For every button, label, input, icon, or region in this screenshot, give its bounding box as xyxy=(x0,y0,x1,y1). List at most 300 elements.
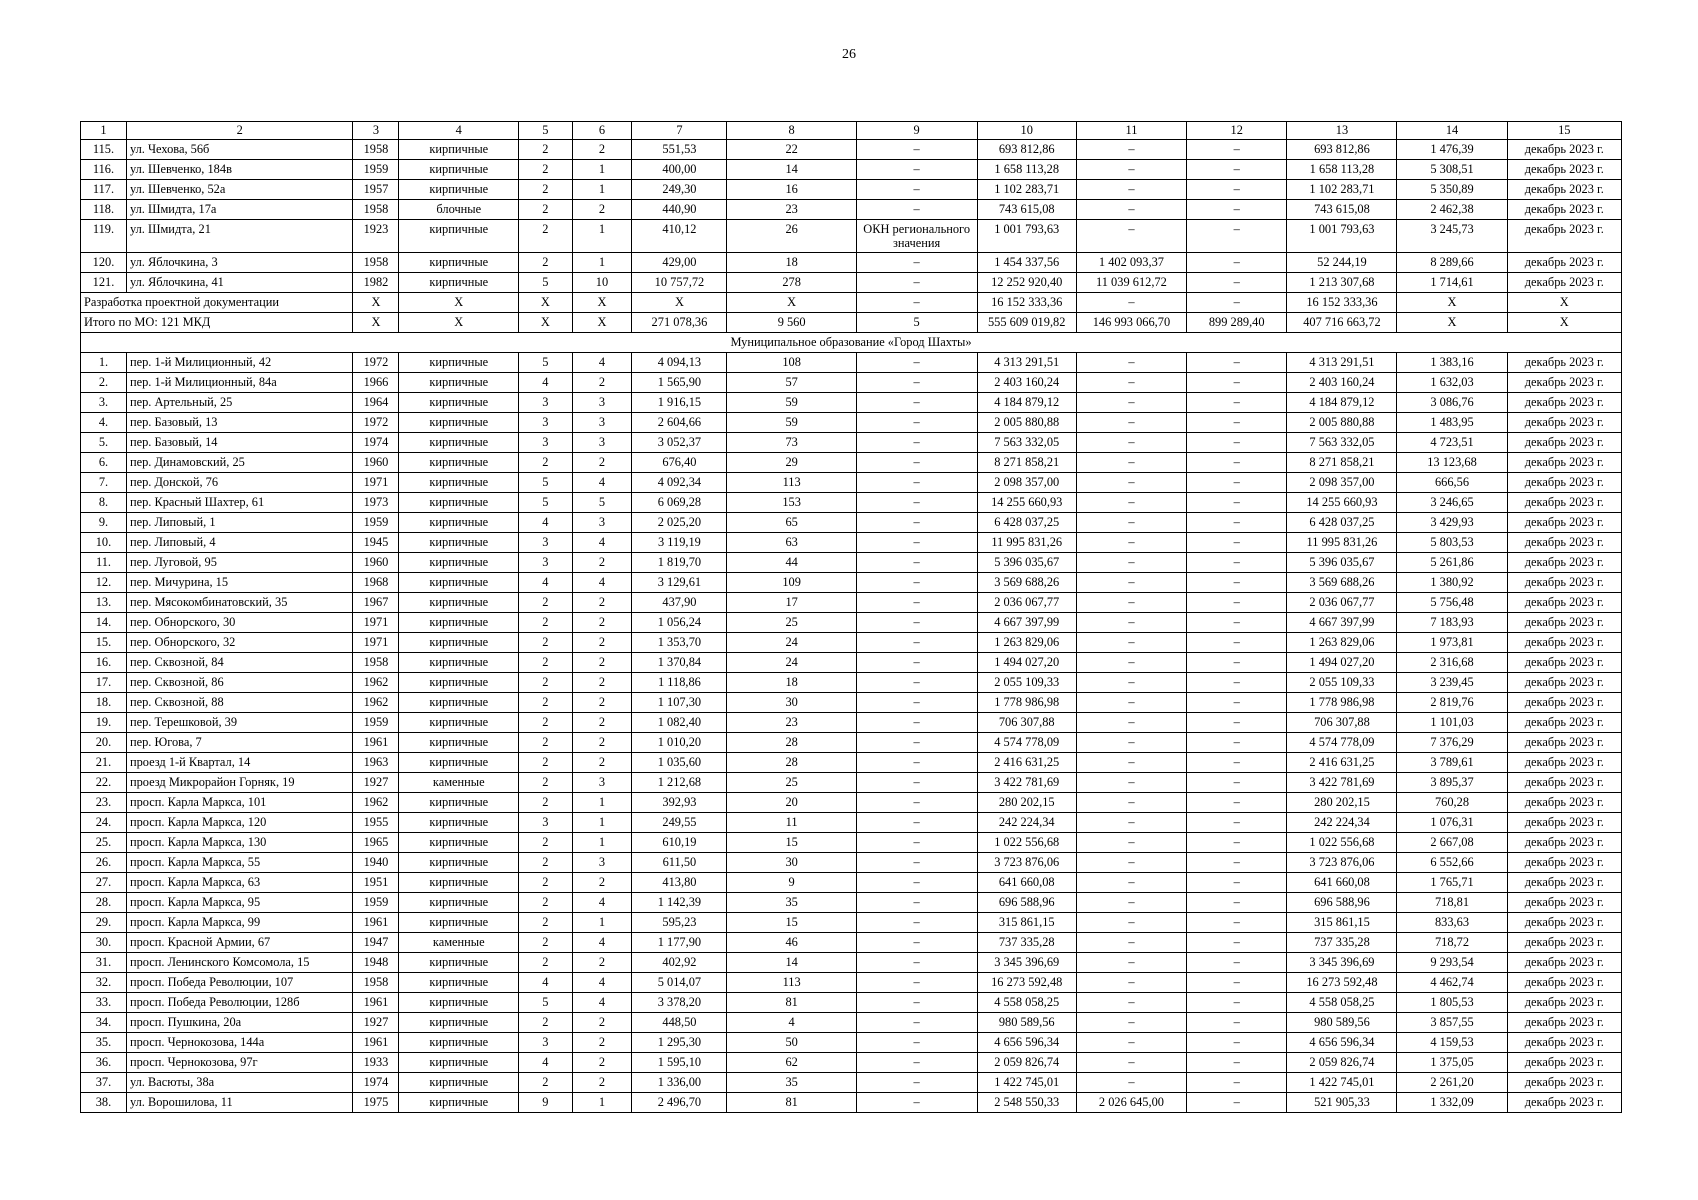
cell-col-15: декабрь 2023 г. xyxy=(1507,873,1621,893)
cell-col-11: – xyxy=(1076,653,1186,673)
cell-col-15: декабрь 2023 г. xyxy=(1507,933,1621,953)
cell-col-9: – xyxy=(856,653,977,673)
cell-col-12: – xyxy=(1186,933,1286,953)
cell-col-10: 1 778 986,98 xyxy=(977,693,1076,713)
cell-col-15: декабрь 2023 г. xyxy=(1507,693,1621,713)
cell-col-15: декабрь 2023 г. xyxy=(1507,393,1621,413)
cell-col-14: 718,72 xyxy=(1397,933,1507,953)
cell-col-4: кирпичные xyxy=(399,393,519,413)
cell-col-5: 2 xyxy=(519,753,572,773)
cell-col-5: 2 xyxy=(519,693,572,713)
cell-col-3: 1982 xyxy=(353,273,399,293)
cell-col-8: 59 xyxy=(727,393,856,413)
cell-col-1: 23. xyxy=(81,793,127,813)
cell-col-14: 8 289,66 xyxy=(1397,253,1507,273)
cell-col-8: 18 xyxy=(727,253,856,273)
cell-col-2: пер. Базовый, 14 xyxy=(126,433,353,453)
table-row xyxy=(81,633,1622,653)
table-row xyxy=(81,993,1622,1013)
cell-col-4: кирпичные xyxy=(399,733,519,753)
cell-col-10: 743 615,08 xyxy=(977,200,1076,220)
cell-col-10: 1 658 113,28 xyxy=(977,160,1076,180)
cell-col-8: 81 xyxy=(727,993,856,1013)
cell-col-2: просп. Карла Маркса, 120 xyxy=(126,813,353,833)
cell-col-7: 392,93 xyxy=(632,793,727,813)
cell-col-9: – xyxy=(856,693,977,713)
cell-col-1: 121. xyxy=(81,273,127,293)
column-number-8: 8 xyxy=(727,122,856,140)
column-number-2: 2 xyxy=(126,122,353,140)
cell-col-1: 27. xyxy=(81,873,127,893)
cell-col-13: 4 558 058,25 xyxy=(1287,993,1397,1013)
cell-col-10: 4 184 879,12 xyxy=(977,393,1076,413)
cell-col-12: – xyxy=(1186,693,1286,713)
cell-col-6: 1 xyxy=(572,793,632,813)
cell-col-7: 437,90 xyxy=(632,593,727,613)
cell-col-3: 1955 xyxy=(353,813,399,833)
cell-col-11: – xyxy=(1076,773,1186,793)
cell-col-14: 2 316,68 xyxy=(1397,653,1507,673)
cell-col-8: 28 xyxy=(727,753,856,773)
cell-col-6: 1 xyxy=(572,220,632,253)
cell-col-11: – xyxy=(1076,353,1186,373)
column-number-11: 11 xyxy=(1076,122,1186,140)
cell-col-6: 2 xyxy=(572,653,632,673)
cell-col-4: кирпичные xyxy=(399,513,519,533)
table-row xyxy=(81,653,1622,673)
cell-col-5: X xyxy=(519,313,572,333)
cell-col-7: 2 025,20 xyxy=(632,513,727,533)
table-row xyxy=(81,1093,1622,1113)
cell-col-15: декабрь 2023 г. xyxy=(1507,353,1621,373)
cell-col-8: 113 xyxy=(727,473,856,493)
cell-col-9: – xyxy=(856,853,977,873)
cell-col-11: – xyxy=(1076,413,1186,433)
cell-col-11: – xyxy=(1076,953,1186,973)
cell-col-8: 29 xyxy=(727,453,856,473)
cell-col-1: 12. xyxy=(81,573,127,593)
cell-col-4: кирпичные xyxy=(399,993,519,1013)
cell-col-1: 33. xyxy=(81,993,127,1013)
cell-col-11: – xyxy=(1076,693,1186,713)
cell-col-11: – xyxy=(1076,200,1186,220)
cell-col-13: 2 055 109,33 xyxy=(1287,673,1397,693)
cell-col-5: 2 xyxy=(519,1013,572,1033)
cell-col-15: декабрь 2023 г. xyxy=(1507,160,1621,180)
cell-col-6: 10 xyxy=(572,273,632,293)
cell-col-2: просп. Карла Маркса, 99 xyxy=(126,913,353,933)
cell-col-14: 2 261,20 xyxy=(1397,1073,1507,1093)
cell-col-15: декабрь 2023 г. xyxy=(1507,1093,1621,1113)
cell-col-13: 3 422 781,69 xyxy=(1287,773,1397,793)
table-row xyxy=(81,533,1622,553)
cell-col-14: 1 483,95 xyxy=(1397,413,1507,433)
cell-col-12: – xyxy=(1186,873,1286,893)
cell-col-5: 2 xyxy=(519,653,572,673)
cell-col-15: декабрь 2023 г. xyxy=(1507,953,1621,973)
cell-col-11: – xyxy=(1076,293,1186,313)
table-row xyxy=(81,200,1622,220)
cell-col-12: – xyxy=(1186,1053,1286,1073)
cell-col-7: 400,00 xyxy=(632,160,727,180)
table-row xyxy=(81,493,1622,513)
cell-col-11: – xyxy=(1076,1053,1186,1073)
cell-col-10: 1 102 283,71 xyxy=(977,180,1076,200)
cell-col-8: 81 xyxy=(727,1093,856,1113)
cell-col-10: 11 995 831,26 xyxy=(977,533,1076,553)
cell-col-5: 2 xyxy=(519,200,572,220)
cell-col-13: 737 335,28 xyxy=(1287,933,1397,953)
cell-col-1: 5. xyxy=(81,433,127,453)
cell-col-15: декабрь 2023 г. xyxy=(1507,553,1621,573)
cell-col-2: ул. Васюты, 38а xyxy=(126,1073,353,1093)
cell-col-11: – xyxy=(1076,1073,1186,1093)
cell-col-9: – xyxy=(856,493,977,513)
column-number-5: 5 xyxy=(519,122,572,140)
cell-col-4: каменные xyxy=(399,933,519,953)
cell-col-13: 1 658 113,28 xyxy=(1287,160,1397,180)
table-row xyxy=(81,1033,1622,1053)
cell-col-4: кирпичные xyxy=(399,713,519,733)
cell-col-6: 2 xyxy=(572,553,632,573)
cell-col-14: 3 239,45 xyxy=(1397,673,1507,693)
cell-col-5: 2 xyxy=(519,893,572,913)
cell-col-1: 1. xyxy=(81,353,127,373)
cell-col-8: X xyxy=(727,293,856,313)
cell-col-8: 109 xyxy=(727,573,856,593)
cell-col-9: – xyxy=(856,573,977,593)
cell-col-11: – xyxy=(1076,140,1186,160)
cell-col-9: – xyxy=(856,993,977,1013)
cell-col-6: 3 xyxy=(572,513,632,533)
cell-col-10: 280 202,15 xyxy=(977,793,1076,813)
cell-col-1: 120. xyxy=(81,253,127,273)
cell-col-4: X xyxy=(399,293,519,313)
cell-col-1: 118. xyxy=(81,200,127,220)
cell-col-7: 1 082,40 xyxy=(632,713,727,733)
column-number-1: 1 xyxy=(81,122,127,140)
cell-col-5: 5 xyxy=(519,473,572,493)
cell-col-12: – xyxy=(1186,973,1286,993)
cell-col-4: кирпичные xyxy=(399,833,519,853)
cell-col-10: 12 252 920,40 xyxy=(977,273,1076,293)
table-row xyxy=(81,793,1622,813)
cell-col-7: 440,90 xyxy=(632,200,727,220)
cell-col-8: 62 xyxy=(727,1053,856,1073)
cell-col-10: 7 563 332,05 xyxy=(977,433,1076,453)
cell-col-15: декабрь 2023 г. xyxy=(1507,473,1621,493)
cell-col-9: – xyxy=(856,353,977,373)
cell-col-14: 5 350,89 xyxy=(1397,180,1507,200)
cell-col-1: 9. xyxy=(81,513,127,533)
cell-col-15: декабрь 2023 г. xyxy=(1507,773,1621,793)
cell-col-2: просп. Победа Революции, 107 xyxy=(126,973,353,993)
cell-col-14: 5 261,86 xyxy=(1397,553,1507,573)
cell-col-4: кирпичные xyxy=(399,913,519,933)
cell-col-2: просп. Карла Маркса, 101 xyxy=(126,793,353,813)
cell-col-10: 2 036 067,77 xyxy=(977,593,1076,613)
cell-col-2: просп. Карла Маркса, 130 xyxy=(126,833,353,853)
cell-col-8: 46 xyxy=(727,933,856,953)
cell-col-10: 2 098 357,00 xyxy=(977,473,1076,493)
cell-col-4: кирпичные xyxy=(399,853,519,873)
cell-col-15: декабрь 2023 г. xyxy=(1507,573,1621,593)
cell-col-8: 25 xyxy=(727,613,856,633)
cell-col-15: декабрь 2023 г. xyxy=(1507,273,1621,293)
table-row xyxy=(81,813,1622,833)
cell-col-12: – xyxy=(1186,893,1286,913)
summary-label: Разработка проектной документации xyxy=(81,293,353,313)
cell-col-5: 2 xyxy=(519,220,572,253)
cell-col-15: декабрь 2023 г. xyxy=(1507,733,1621,753)
cell-col-7: 4 092,34 xyxy=(632,473,727,493)
cell-col-5: 5 xyxy=(519,273,572,293)
table-row xyxy=(81,373,1622,393)
cell-col-1: 25. xyxy=(81,833,127,853)
cell-col-3: 1962 xyxy=(353,673,399,693)
cell-col-2: пер. Липовый, 1 xyxy=(126,513,353,533)
cell-col-15: X xyxy=(1507,293,1621,313)
cell-col-2: ул. Шмидта, 21 xyxy=(126,220,353,253)
cell-col-4: X xyxy=(399,313,519,333)
column-number-7: 7 xyxy=(632,122,727,140)
cell-col-9: – xyxy=(856,933,977,953)
cell-col-12: – xyxy=(1186,633,1286,653)
cell-col-14: 3 857,55 xyxy=(1397,1013,1507,1033)
cell-col-2: проезд Микрорайон Горняк, 19 xyxy=(126,773,353,793)
cell-col-7: 4 094,13 xyxy=(632,353,727,373)
cell-col-3: 1945 xyxy=(353,533,399,553)
cell-col-2: пер. Артельный, 25 xyxy=(126,393,353,413)
cell-col-8: 17 xyxy=(727,593,856,613)
cell-col-5: 3 xyxy=(519,433,572,453)
cell-col-2: ул. Чехова, 56б xyxy=(126,140,353,160)
cell-col-11: – xyxy=(1076,473,1186,493)
table-row xyxy=(81,953,1622,973)
cell-col-9: – xyxy=(856,533,977,553)
cell-col-9: – xyxy=(856,1053,977,1073)
cell-col-12: – xyxy=(1186,253,1286,273)
cell-col-7: 1 916,15 xyxy=(632,393,727,413)
cell-col-13: 4 313 291,51 xyxy=(1287,353,1397,373)
cell-col-14: X xyxy=(1397,313,1507,333)
cell-col-11: – xyxy=(1076,993,1186,1013)
cell-col-4: кирпичные xyxy=(399,653,519,673)
cell-col-10: 2 055 109,33 xyxy=(977,673,1076,693)
cell-col-5: 5 xyxy=(519,353,572,373)
cell-col-10: 696 588,96 xyxy=(977,893,1076,913)
cell-col-13: 1 263 829,06 xyxy=(1287,633,1397,653)
cell-col-9: – xyxy=(856,1073,977,1093)
cell-col-8: 9 560 xyxy=(727,313,856,333)
cell-col-7: 413,80 xyxy=(632,873,727,893)
cell-col-8: 24 xyxy=(727,653,856,673)
cell-col-12: – xyxy=(1186,160,1286,180)
table-row xyxy=(81,933,1622,953)
cell-col-9: – xyxy=(856,513,977,533)
cell-col-12: – xyxy=(1186,373,1286,393)
cell-col-11: – xyxy=(1076,733,1186,753)
capital-repair-table xyxy=(80,121,1622,1113)
cell-col-4: кирпичные xyxy=(399,273,519,293)
cell-col-2: ул. Яблочкина, 41 xyxy=(126,273,353,293)
cell-col-7: 1 336,00 xyxy=(632,1073,727,1093)
cell-col-14: 3 895,37 xyxy=(1397,773,1507,793)
cell-col-13: 696 588,96 xyxy=(1287,893,1397,913)
cell-col-6: 1 xyxy=(572,1093,632,1113)
cell-col-6: 3 xyxy=(572,433,632,453)
cell-col-15: декабрь 2023 г. xyxy=(1507,140,1621,160)
cell-col-10: 6 428 037,25 xyxy=(977,513,1076,533)
cell-col-12: – xyxy=(1186,353,1286,373)
cell-col-13: 16 152 333,36 xyxy=(1287,293,1397,313)
column-number-3: 3 xyxy=(353,122,399,140)
cell-col-12: – xyxy=(1186,493,1286,513)
cell-col-6: 2 xyxy=(572,953,632,973)
cell-col-1: 19. xyxy=(81,713,127,733)
cell-col-10: 3 422 781,69 xyxy=(977,773,1076,793)
cell-col-2: пер. Базовый, 13 xyxy=(126,413,353,433)
cell-col-3: 1927 xyxy=(353,773,399,793)
summary-label: Итого по МО: 121 МКД xyxy=(81,313,353,333)
cell-col-10: 2 548 550,33 xyxy=(977,1093,1076,1113)
cell-col-2: ул. Шевченко, 184в xyxy=(126,160,353,180)
cell-col-13: 2 059 826,74 xyxy=(1287,1053,1397,1073)
cell-col-10: 4 313 291,51 xyxy=(977,353,1076,373)
cell-col-1: 36. xyxy=(81,1053,127,1073)
cell-col-13: 4 667 397,99 xyxy=(1287,613,1397,633)
cell-col-12: – xyxy=(1186,593,1286,613)
cell-col-8: 9 xyxy=(727,873,856,893)
cell-col-15: декабрь 2023 г. xyxy=(1507,713,1621,733)
cell-col-9: – xyxy=(856,473,977,493)
cell-col-4: кирпичные xyxy=(399,893,519,913)
cell-col-7: 1 177,90 xyxy=(632,933,727,953)
cell-col-8: 16 xyxy=(727,180,856,200)
cell-col-9: – xyxy=(856,873,977,893)
cell-col-14: 1 101,03 xyxy=(1397,713,1507,733)
cell-col-1: 4. xyxy=(81,413,127,433)
cell-col-1: 35. xyxy=(81,1033,127,1053)
table-row xyxy=(81,553,1622,573)
cell-col-3: 1948 xyxy=(353,953,399,973)
cell-col-8: 63 xyxy=(727,533,856,553)
cell-col-8: 113 xyxy=(727,973,856,993)
cell-col-11: – xyxy=(1076,673,1186,693)
cell-col-15: декабрь 2023 г. xyxy=(1507,673,1621,693)
cell-col-2: просп. Карла Маркса, 63 xyxy=(126,873,353,893)
table-row xyxy=(81,693,1622,713)
cell-col-6: 1 xyxy=(572,813,632,833)
cell-col-13: 743 615,08 xyxy=(1287,200,1397,220)
cell-col-5: 2 xyxy=(519,1073,572,1093)
cell-col-3: 1947 xyxy=(353,933,399,953)
cell-col-10: 16 273 592,48 xyxy=(977,973,1076,993)
table-row xyxy=(81,160,1622,180)
cell-col-11: – xyxy=(1076,913,1186,933)
cell-col-14: 7 376,29 xyxy=(1397,733,1507,753)
cell-col-1: 21. xyxy=(81,753,127,773)
cell-col-1: 14. xyxy=(81,613,127,633)
cell-col-9: – xyxy=(856,673,977,693)
cell-col-4: кирпичные xyxy=(399,753,519,773)
cell-col-15: декабрь 2023 г. xyxy=(1507,1013,1621,1033)
cell-col-6: 4 xyxy=(572,573,632,593)
cell-col-7: 1 118,86 xyxy=(632,673,727,693)
cell-col-4: кирпичные xyxy=(399,493,519,513)
cell-col-4: кирпичные xyxy=(399,220,519,253)
cell-col-1: 24. xyxy=(81,813,127,833)
cell-col-8: 23 xyxy=(727,200,856,220)
cell-col-9: – xyxy=(856,253,977,273)
cell-col-10: 1 022 556,68 xyxy=(977,833,1076,853)
cell-col-7: 1 107,30 xyxy=(632,693,727,713)
cell-col-15: декабрь 2023 г. xyxy=(1507,1053,1621,1073)
cell-col-8: 15 xyxy=(727,833,856,853)
cell-col-8: 18 xyxy=(727,673,856,693)
cell-col-5: 4 xyxy=(519,973,572,993)
cell-col-13: 14 255 660,93 xyxy=(1287,493,1397,513)
cell-col-7: 249,30 xyxy=(632,180,727,200)
cell-col-6: 2 xyxy=(572,1053,632,1073)
cell-col-13: 2 098 357,00 xyxy=(1287,473,1397,493)
cell-col-12: – xyxy=(1186,953,1286,973)
section-title: Муниципальное образование «Город Шахты» xyxy=(81,333,1622,353)
table-row xyxy=(81,913,1622,933)
cell-col-9: – xyxy=(856,813,977,833)
cell-col-3: 1958 xyxy=(353,140,399,160)
cell-col-8: 20 xyxy=(727,793,856,813)
table-row xyxy=(81,973,1622,993)
section-header-row xyxy=(81,333,1622,353)
table-row xyxy=(81,613,1622,633)
cell-col-3: 1972 xyxy=(353,353,399,373)
cell-col-4: кирпичные xyxy=(399,373,519,393)
cell-col-15: декабрь 2023 г. xyxy=(1507,973,1621,993)
cell-col-2: пер. Луговой, 95 xyxy=(126,553,353,573)
cell-col-14: 6 552,66 xyxy=(1397,853,1507,873)
cell-col-8: 11 xyxy=(727,813,856,833)
cell-col-3: 1959 xyxy=(353,160,399,180)
cell-col-14: 7 183,93 xyxy=(1397,613,1507,633)
cell-col-6: 4 xyxy=(572,993,632,1013)
cell-col-5: 2 xyxy=(519,140,572,160)
table-row xyxy=(81,753,1622,773)
cell-col-3: 1966 xyxy=(353,373,399,393)
cell-col-3: 1962 xyxy=(353,693,399,713)
cell-col-7: 1 370,84 xyxy=(632,653,727,673)
cell-col-14: 5 756,48 xyxy=(1397,593,1507,613)
cell-col-14: 1 714,61 xyxy=(1397,273,1507,293)
cell-col-12: – xyxy=(1186,200,1286,220)
cell-col-6: 4 xyxy=(572,533,632,553)
cell-col-8: 24 xyxy=(727,633,856,653)
cell-col-10: 4 656 596,34 xyxy=(977,1033,1076,1053)
cell-col-2: просп. Чернокозова, 97г xyxy=(126,1053,353,1073)
cell-col-7: 1 819,70 xyxy=(632,553,727,573)
cell-col-1: 2. xyxy=(81,373,127,393)
cell-col-8: 44 xyxy=(727,553,856,573)
cell-col-1: 3. xyxy=(81,393,127,413)
cell-col-15: декабрь 2023 г. xyxy=(1507,633,1621,653)
cell-col-8: 23 xyxy=(727,713,856,733)
cell-col-15: декабрь 2023 г. xyxy=(1507,220,1621,253)
cell-col-4: кирпичные xyxy=(399,253,519,273)
cell-col-2: пер. Мичурина, 15 xyxy=(126,573,353,593)
cell-col-13: 2 403 160,24 xyxy=(1287,373,1397,393)
cell-col-3: 1965 xyxy=(353,833,399,853)
cell-col-3: 1975 xyxy=(353,1093,399,1113)
